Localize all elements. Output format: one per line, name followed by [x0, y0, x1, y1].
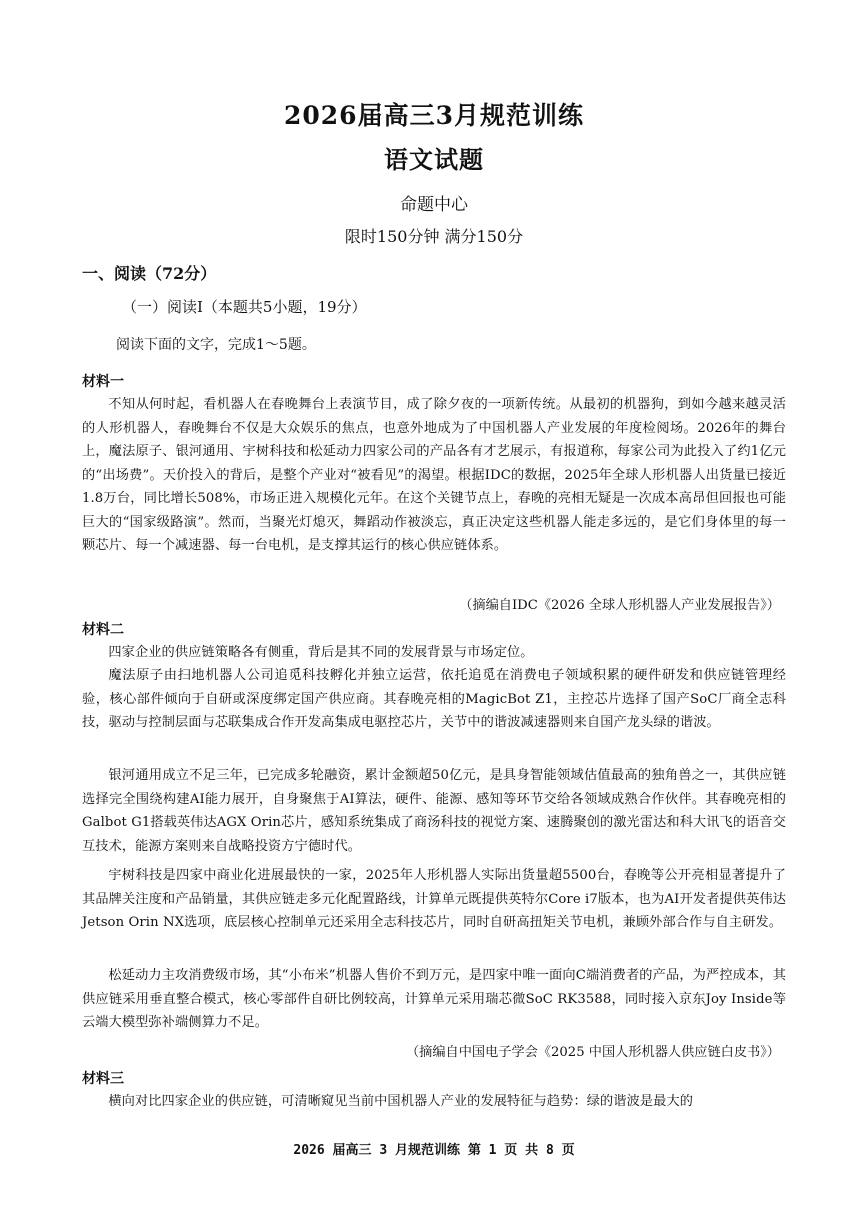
section-heading: 一、阅读（72分）	[82, 264, 217, 283]
material-2-source: （摘编自中国电子学会《2025 中国人形机器人供应链白皮书》）	[405, 1045, 780, 1060]
material-2-paragraph: 银河通用成立不足三年，已完成多轮融资，累计金额超50亿元，是具身智能领域估值最高的独角兽之一，其供应链选择完全围绕构建AI能力展开，自身聚焦于AI算法，硬件、能源、感知等环节交给各领域成熟合作伙伴。其春晚亮相的Galbot G1搭载英伟达AGX Orin芯片，感知系统集成了商汤科技的视觉方案、速腾聚创的激光雷达和科大讯飞的语音交互技术，能源方案则来自战略投资方宁德时代。	[82, 768, 786, 854]
exam-author: 命题中心	[400, 195, 468, 215]
exam-title: 2026届高三3月规范训练	[284, 101, 584, 130]
material-3-label: 材料三	[82, 1071, 124, 1087]
material-2-paragraph: 松延动力主攻消费级市场，其“小布米”机器人售价不到万元，是四家中唯一面向C端消费者的产品，为严控成本，其供应链采用垂直整合模式，核心零部件自研比例较高，计算单元采用瑞芯微SoC RK3588，同时接入京东Joy Inside等云端大模型弥补端侧算力不足。	[82, 968, 786, 1030]
material-2-paragraph: 魔法原子由扫地机器人公司追觅科技孵化并独立运营，依托追觅在消费电子领域积累的硬件研发和供应链管理经验，核心部件倾向于自研或深度绑定国产供应商。其春晚亮相的MagicBot Z1，主控芯片选择了国产SoC厂商全志科技，驱动与控制层面与芯联集成合作开发高集成电驱控芯片，关节中的谐波减速器则来自国产龙头绿的谐波。	[82, 668, 786, 730]
material-1-paragraph: 不知从何时起，看机器人在春晚舞台上表演节目，成了除夕夜的一项新传统。从最初的机器狗，到如今越来越灵活的人形机器人，春晚舞台不仅是大众娱乐的焦点，也意外地成为了中国机器人产业发展的年度检阅场。2026年的舞台上，魔法原子、银河通用、宇树科技和松延动力四家公司的产品各有才艺展示，有报道称，每家公司为此投入了约1亿元的“出场费”。天价投入的背后，是整个产业对“被看见”的渴望。根据IDC的数据，2025年全球人形机器人出货量已接近1.8万台，同比增长508%，市场正进入规模化元年。在这个关键节点上，春晚的亮相无疑是一次成本高昂但回报也可能巨大的“国家级路演”。然而，当聚光灯熄灭，舞蹈动作被淡忘，真正决定这些机器人能走多远的，是它们身体里的每一颗芯片、每一个减速器、每一台电机，是支撑其运行的核心供应链体系。	[82, 397, 786, 553]
material-3-paragraph: 横向对比四家企业的供应链，可清晰窥见当前中国机器人产业的发展特征与趋势：绿的谐波是最大的	[108, 1094, 694, 1109]
page-footer: 2026 届高三 3 月规范训练 第 1 页 共 8 页	[293, 1143, 575, 1158]
instruction-text: 阅读下面的文字，完成1～5题。	[116, 337, 316, 353]
material-2-label: 材料二	[82, 622, 124, 638]
material-1-source: （摘编自IDC《2026 全球人形机器人产业发展报告》）	[459, 598, 780, 613]
subsection-heading: （一）阅读Ⅰ（本题共5小题，19分）	[122, 298, 367, 316]
material-2-paragraph: 四家企业的供应链策略各有侧重，背后是其不同的发展背景与市场定位。	[108, 645, 534, 660]
exam-subject: 语文试题	[384, 145, 484, 174]
exam-time-score: 限时150分钟 满分150分	[344, 227, 524, 246]
material-2-paragraph: 宇树科技是四家中商业化进展最快的一家，2025年人形机器人实际出货量超5500台，春晚等公开亮相显著提升了其品牌关注度和产品销量，其供应链走多元化配置路线，计算单元既提供英特尔Core i7版本，也为AI开发者提供英伟达Jetson Orin NX选项，底层核心控制单元还采用全志科技芯片，同时自研高扭矩关节电机，兼顾外部合作与自主研发。	[82, 868, 786, 930]
material-1-label: 材料一	[82, 374, 124, 390]
